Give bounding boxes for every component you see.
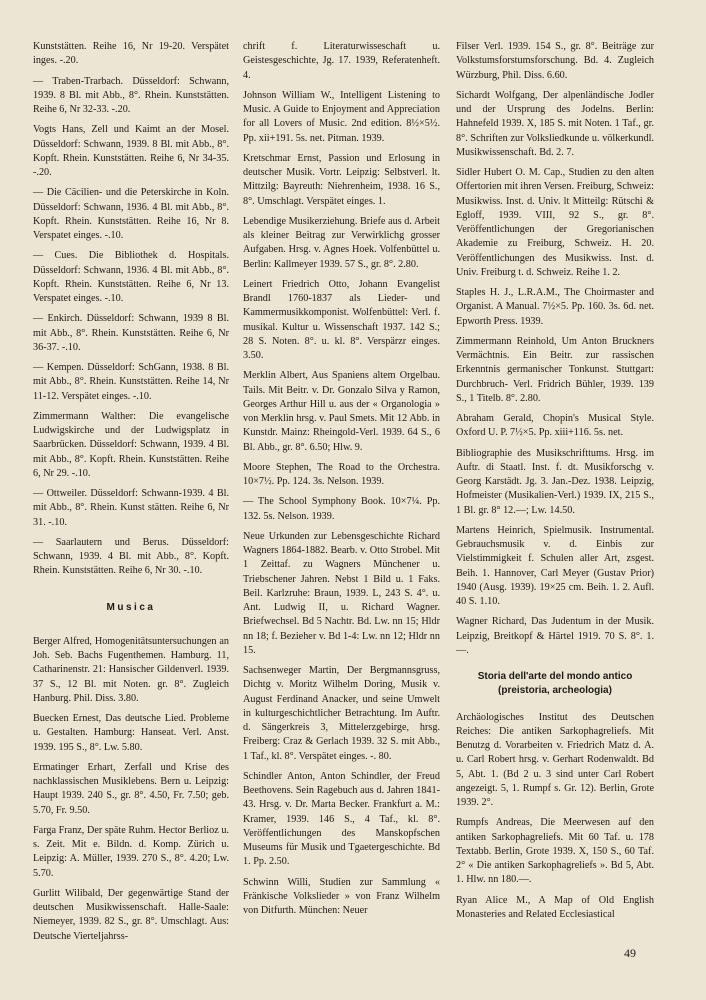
page-number: 49 xyxy=(624,946,636,960)
entry: — Cues. Die Bibliothek d. Hospitals. Düsseldorf: Schwann, 1936. 4 Bl. mit Abb., 8°. Kopft. Rhein. Kunststätten. Reihe 6, Nr 13. Verspatet einges. -.10. xyxy=(33,250,229,304)
entry: Sachsenweger Martin, Der Bergmannsgruss, Dichtg v. Moritz Wilhelm Doring, Musik v. August Ferdinand Anacker, und seine Umwelt in kulturgeschichtlicher Betrachtung. Im Auftr. d. Sängerkreis 3, Mittelerzgebirge, hrsg. Freiberg: Craz & Gerlach 1939. 32 S. mit Abb., 1 Taf., kl. 8°. Verspätet einges. -. 80. xyxy=(243,665,440,762)
column-1 xyxy=(33,40,229,950)
entry: Schwinn Willi, Studien zur Sammlung « Fränkische Volkslieder » von Franz Wilhelm von Ditfurth. München: Neuer xyxy=(243,876,440,916)
entry: Zimmermann Walther: Die evangelische Ludwigskirche und der Ludwigsplatz in Saarbrücken. Düsseldorf: Schwann, 1939. 4 Bl. mit Abb., 8°. Kopft. Rhein. Kunststätten. Reihe 6, Nr 29. -.10. xyxy=(33,410,229,479)
entry: chrift f. Literaturwisseschaft u. Geistesgeschichte, Jg. 17. 1939, Referatenheft. 4. xyxy=(243,41,440,81)
section-heading-musica: Musica xyxy=(106,601,156,613)
entry: — Kempen. Düsseldorf: SchGann, 1938. 8 Bl. mit Abb., 8°. Rhein. Kunststätten. Reihe 14, Nr 11-12. Verspätet einges. -.10. xyxy=(33,362,229,402)
entry: Lebendige Musikerziehung. Briefe aus d. Arbeit als kleiner Beitrag zur Verwirklichg grosser Aufgaben. Hrsg. v. Agnes Hoek. Volfenbüttel u. Berlin: Kallmeyer 1939. 57 S., gr. 8°. 2.80. xyxy=(243,215,440,270)
entry: Staples H. J., L.R.A.M., The Choirmaster and Organist. A Manual. 7½×5. Pp. 160. 3s. 6d. net. Epworth Press. 1939. xyxy=(456,287,654,327)
entry: Zimmermann Reinhold, Um Anton Bruckners Vermächtnis. Ein Beitr. zur rassischen Erkenntnis germanischer Tonkunst. Stuttgart: Durchbruch- Verl. Fridrich Bühler, 1939. 139 S., 1 Titelb. 8°. 2.80. xyxy=(456,335,654,404)
entry: — Die Cäcilien- und die Peterskirche in Koln. Düsseldorf: Schwann, 1936. 4 Bl. mit Abb., 8°. Kopft. Rhein. Kunststätten. Reihe 16, Nr 8. Verspatet einges. -.10. xyxy=(33,187,229,241)
entry: Kunststätten. Reihe 16, Nr 19-20. Verspätet inges. -.20. xyxy=(33,41,229,67)
section-heading-storia-arte-antica: Storia dell'arte del mondo antico (preistoria, archeologia) xyxy=(477,671,633,697)
entry: Wagner Richard, Das Judentum in der Musik. Leipzig, Breitkopf & Härtel 1919. 70 S. 8°. 1.—. xyxy=(456,616,654,656)
entry: — Enkirch. Düsseldorf: Schwann, 1939 8 Bl. mit Abb., 8°. Rhein. Kunststätten. Reihe 6, Nr 36-37. -.10. xyxy=(33,313,229,353)
entry: Berger Alfred, Homogenitätsuntersuchungen an Joh. Seb. Bachs Fugenthemen. Hamburg. 11, Catharinenstr. 21: Hansischer Gildenverl. 1939. 37 S., 12 Bl. mit Noten. gr. 8°. Zugleich Hanburg. Phil. Diss. 3.80. xyxy=(33,635,229,704)
entry: Filser Verl. 1939. 154 S., gr. 8°. Beiträge zur Volkstumsforstumsforschung. Bd. 4. Zugleich Würzburg, Phil. Diss. 6.60. xyxy=(456,41,654,81)
entry: Martens Heinrich, Spielmusik. Instrumental. Gebrauchsmusik v. d. Einbis zur Vielstimmigkeit f. Schulen aller Art, zsgest. Beih. 1. Hannover, Carl Meyer (Gustav Prior) 1940 (Ausg. 1939). 19×25 cm. Beih. 1. 2. Aufl. 40 S. 1.10. xyxy=(456,524,654,607)
entry: — The School Symphony Book. 10×7¼. Pp. 132. 5s. Nelson. 1939. xyxy=(243,496,440,522)
entry: Bibliographie des Musikschrifttums. Hrsg. im Auftr. di Staatl. Inst. f. dt. Musikforschg v. Georg Karstädt. Jg. 3. Jan.-Dez. 1938. Leipzig, Hofmeister (Musikalien-Verl.) 1939. IX, 215 S., 1 Bl. gr. 8° 12.—; Lw. 14.50. xyxy=(456,447,654,516)
entry: Ryan Alice M., A Map of Old English Monasteries and Related Ecclesiastical xyxy=(456,894,654,920)
entry: Leinert Friedrich Otto, Johann Evangelist Brandl 1760-1837 als Lieder- und Kammermusikkomponist. Wolfenbüttel: Verl. f. musikal. Kultur u. Wissenschaft 1937. 142 S.; 28 S. Noten. 8°. u. kl. 8°. Verspärzr einges. 3.50. xyxy=(243,278,440,361)
entry: — Traben-Trarbach. Düsseldorf: Schwann, 1939. 8 Bl. mit Abb., 8°. Rhein. Kunststätten. Reihe 6, Nr 32-33. -.20. xyxy=(33,75,229,115)
entry: Vogts Hans, Zell und Kaimt an der Mosel. Düsseldorf: Schwann, 1939. 8 Bl. mit Abb., 8°. Kopft. Rhein. Kunststätten. Reihe 6, Nr 34-35. -.20. xyxy=(33,124,229,178)
entry: — Ottweiler. Düsseldorf: Schwann-1939. 4 Bl. mit Abb., 8°. Rhein. Kunst stätten. Reihe 6, Nr 31. -.10. xyxy=(33,488,229,528)
entry: Farga Franz, Der späte Ruhm. Hector Berlioz u. s. Zeit. Mit e. Bildn. d. Komp. Zürich u. Leipzig: A. Müller, 1939. 270 S., 8°. 4.20; Lw. 5.70. xyxy=(33,824,229,879)
entry: Schindler Anton, Anton Schindler, der Freud Beethovens. Sein Ragebuch aus d. Jahren 1841-43. Hrsg. v. Dr. Marta Becker. Frankfurt a. M.: Kramer, 1939. 146 S., 4 Taf., kl. 8°. Veröffentlichungen des Manskopfschen Museums für Musik und Tgaetergeschichte. Bd 1. Pp. 2.50. xyxy=(243,770,440,868)
entry: Sidler Hubert O. M. Cap., Studien zu den alten Offertorien mit ihren Versen. Freiburg, Schweiz: Musikwiss. Inst. d. Univ. lt Mitteilg: Rütschi & Egloff, 1939. VIII, 92 S., gr. 8°. Veröffentlichungen der Gregorianischen Akademie zu Freiburg, Schweiz. H. 20. Veröffentlichungen des Musikwiss. Inst. d. Univ. Freiburg t. d. Schweiz. Reihe 1. 2. xyxy=(456,167,654,278)
entry: Archäologisches Institut des Deutschen Reiches: Die antiken Sarkophagreliefs. Mit Benutzg d. Vorarbeiten v. Friedrich Matz d. A. u. Carl Robert hrsg. v. Gerhart Rodenwaldt. Bd 5, Abt. 1. (Bd 2 u. 3 sind unter Carl Robert angezeigt. 5, 1. Rumpf s. Gr. 12). Berlin, Grote 1939. 2°. xyxy=(456,711,654,808)
entry: Buecken Ernest, Das deutsche Lied. Probleme u. Gestalten. Hamburg: Hanseat. Verl. Anst. 1939. 195 S., 8°. Lw. 5.80. xyxy=(33,713,229,753)
entry: Abraham Gerald, Chopin's Musical Style. Oxford U. P. 7½×5. Pp. xiii+116. 5s. net. xyxy=(456,413,654,439)
entry: — Saarlautern und Berus. Düsseldorf: Schwann, 1939. 4 Bl. mit Abb., 8°. Kopft. Rhein. Kunststätten. Reihe 6, Nr 30. -.10. xyxy=(33,536,229,577)
entry: Moore Stephen, The Road to the Orchestra. 10×7½. Pp. 124. 3s. Nelson. 1939. xyxy=(243,461,440,487)
entry: Gurlitt Wilibald, Der gegenwärtige Stand der deutschen Musikwissenschaft. Halle-Saale: Niemeyer, 1939. 82 S., gr. 8°. Umschlagt. Aus: Deutsche Vierteljahrss- xyxy=(33,887,229,942)
entry: Johnson William W., Intelligent Listening to Music. A Guide to Enjoyment and Appreciation for all Lovers of Music. 2nd edition. 8½×5½. Pp. xii+191. 5s. net. Pitman. 1939. xyxy=(243,89,440,144)
column-2 xyxy=(243,40,440,924)
column-3 xyxy=(456,40,654,928)
entry: Rumpfs Andreas, Die Meerwesen auf den antiken Sarkophagreliefs. Mit 60 Taf. u. 178 Textabb. Berlin, Grote 1939. X, 150 S., 60 Taf. 2° « Die antiken Sarkophagreliefs ». Bd 5, Abt. 1. Hlw. nn 180.—. xyxy=(456,817,654,886)
entry: Merklin Albert, Aus Spaniens altem Orgelbau. Tails. Mit Beitr. v. Dr. Gonzalo Silva y Ramon, Georges Arthur Hill u. aus der « Organologia » von Merklin hrsg. v. Paul Smets. Mit 12 Abb. in Kunstdr. Mainz: Rheingold-Verl. 1939. 64 S., 6 Bl. Abb., gr. 8°. 6.50; Hlw. 9. xyxy=(243,370,440,453)
entry: Neue Urkunden zur Lebensgeschichte Richard Wagners 1864-1882. Bearb. v. Otto Strobel. Mit 1 Zeittaf. zu Wagners Münchener u. Triebschener Jahren. Nebst 1 Bild u. 1 Faks. Beil. Karlzruhe: Braun, 1939. L, 243 S. 4°. u. Ant. Ludwig II, u. Richard Wagner. Briefwechsel. Bd 5 Nachtr. Bd. Lw. nn 15; Hldr nn 18; f. Bezieher v. Bd 1-4: Lw. nn 12; Hldr nn 15. xyxy=(243,530,440,656)
entry: Ermatinger Erhart, Zerfall und Krise des nachklassischen Musiklebens. Bern u. Leipzig: Haupt 1939. 240 S., gr. 8°. 4.50, Fr. 7.50; geb. 5.70, Fr. 9.50. xyxy=(33,761,229,816)
entry: Kretschmar Ernst, Passion und Erlosung in deutscher Musik. Vortr. Leipzig: Selbstverl. lt. Mittzilg: Bayreuth: Niehrenheim, 1938. 16 S., 8°. Umschlagt. Verspätet einges. 1. xyxy=(243,152,440,207)
entry: Sichardt Wolfgang, Der alpenländische Jodler und der Ursprung des Jodelns. Berlin: Hahnefeld 1939. X, 185 S. mit Noten. 1 Taf., gr. 8°. Schriften zur Volksliedkunde u. völkerkundl. Musikwissenschaft. Bd. 2. 7. xyxy=(456,89,654,158)
